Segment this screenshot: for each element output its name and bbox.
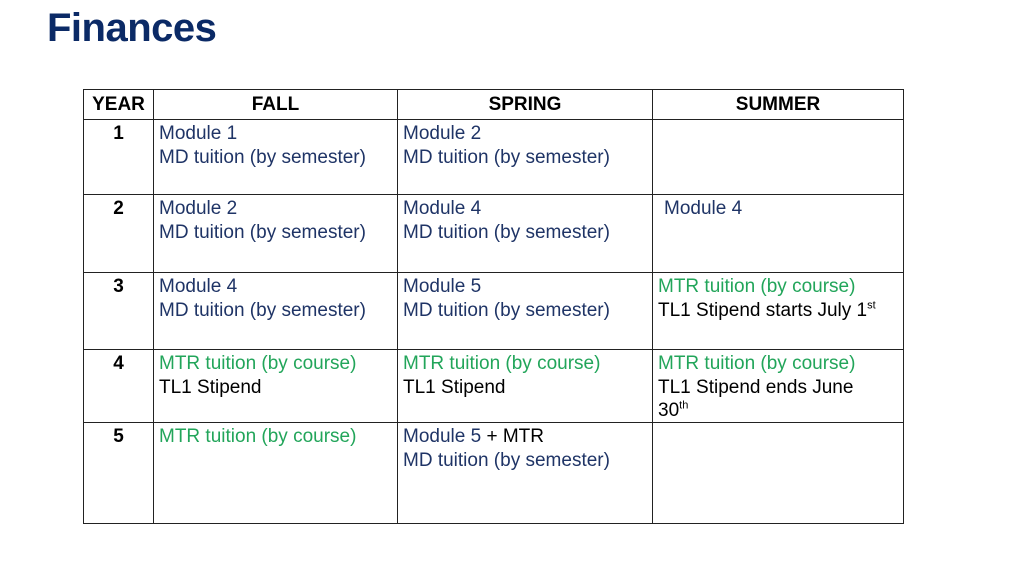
- year-cell: 2: [84, 195, 154, 273]
- spring-cell: [398, 423, 653, 524]
- table-row: [84, 423, 904, 524]
- ordinal-suffix: st: [867, 299, 876, 312]
- table-row: [84, 273, 904, 350]
- table-row: [84, 350, 904, 423]
- module-text: Module 1: [159, 123, 238, 144]
- year-cell: 1: [84, 120, 154, 195]
- table-row: [84, 195, 904, 273]
- mtr-tuition-text: MTR tuition (by course): [159, 353, 357, 374]
- module-text: Module 5: [403, 276, 482, 297]
- stipend-text: TL1 Stipend: [159, 377, 262, 398]
- stipend-label: TL1 Stipend starts July 1: [658, 300, 868, 321]
- mtr-tuition-text: MTR tuition (by course): [658, 353, 856, 374]
- spring-cell: [398, 350, 653, 423]
- mtr-tuition-text: MTR tuition (by course): [403, 353, 601, 374]
- mtr-tuition-text: MTR tuition (by course): [159, 426, 357, 447]
- ordinal-suffix: th: [679, 399, 689, 412]
- spring-cell: [398, 120, 653, 195]
- module-text: Module 4: [664, 198, 743, 219]
- fall-cell: [154, 423, 398, 524]
- stipend-text: [658, 299, 898, 323]
- fall-cell: [154, 273, 398, 350]
- module-text: Module 2: [159, 198, 238, 219]
- finances-table: [83, 89, 904, 524]
- header-summer: SUMMER: [653, 90, 904, 120]
- module-text: Module 4: [403, 198, 482, 219]
- tuition-text: MD tuition (by semester): [403, 222, 610, 243]
- module-mtr-text: [403, 425, 647, 449]
- summer-cell: [653, 273, 904, 350]
- module-text: Module 4: [159, 276, 238, 297]
- tuition-text: MD tuition (by semester): [159, 147, 366, 168]
- stipend-text: TL1 Stipend ends June: [658, 377, 854, 398]
- header-fall: FALL: [154, 90, 398, 120]
- stipend-text: TL1 Stipend: [403, 377, 506, 398]
- summer-cell: [653, 423, 904, 524]
- header-spring: SPRING: [398, 90, 653, 120]
- year-cell: 5: [84, 423, 154, 524]
- tuition-text: MD tuition (by semester): [403, 300, 610, 321]
- summer-cell: [653, 350, 904, 423]
- stipend-date-text: [658, 400, 898, 422]
- spring-cell: [398, 195, 653, 273]
- fall-cell: [154, 120, 398, 195]
- summer-cell: [653, 195, 904, 273]
- tuition-text: MD tuition (by semester): [159, 222, 366, 243]
- year-cell: 3: [84, 273, 154, 350]
- mtr-suffix: + MTR: [481, 426, 544, 447]
- date-number: 30: [658, 400, 680, 421]
- page-title: Finances: [47, 6, 217, 50]
- fall-cell: [154, 350, 398, 423]
- module-text: Module 2: [403, 123, 482, 144]
- table-row: [84, 120, 904, 195]
- tuition-text: MD tuition (by semester): [159, 300, 366, 321]
- fall-cell: [154, 195, 398, 273]
- header-year: YEAR: [84, 90, 154, 120]
- tuition-text: MD tuition (by semester): [403, 450, 610, 471]
- spring-cell: [398, 273, 653, 350]
- module-text: Module 5: [403, 426, 482, 447]
- mtr-tuition-text: MTR tuition (by course): [658, 276, 856, 297]
- year-cell: 4: [84, 350, 154, 423]
- tuition-text: MD tuition (by semester): [403, 147, 610, 168]
- summer-cell: [653, 120, 904, 195]
- header-row: [84, 90, 904, 120]
